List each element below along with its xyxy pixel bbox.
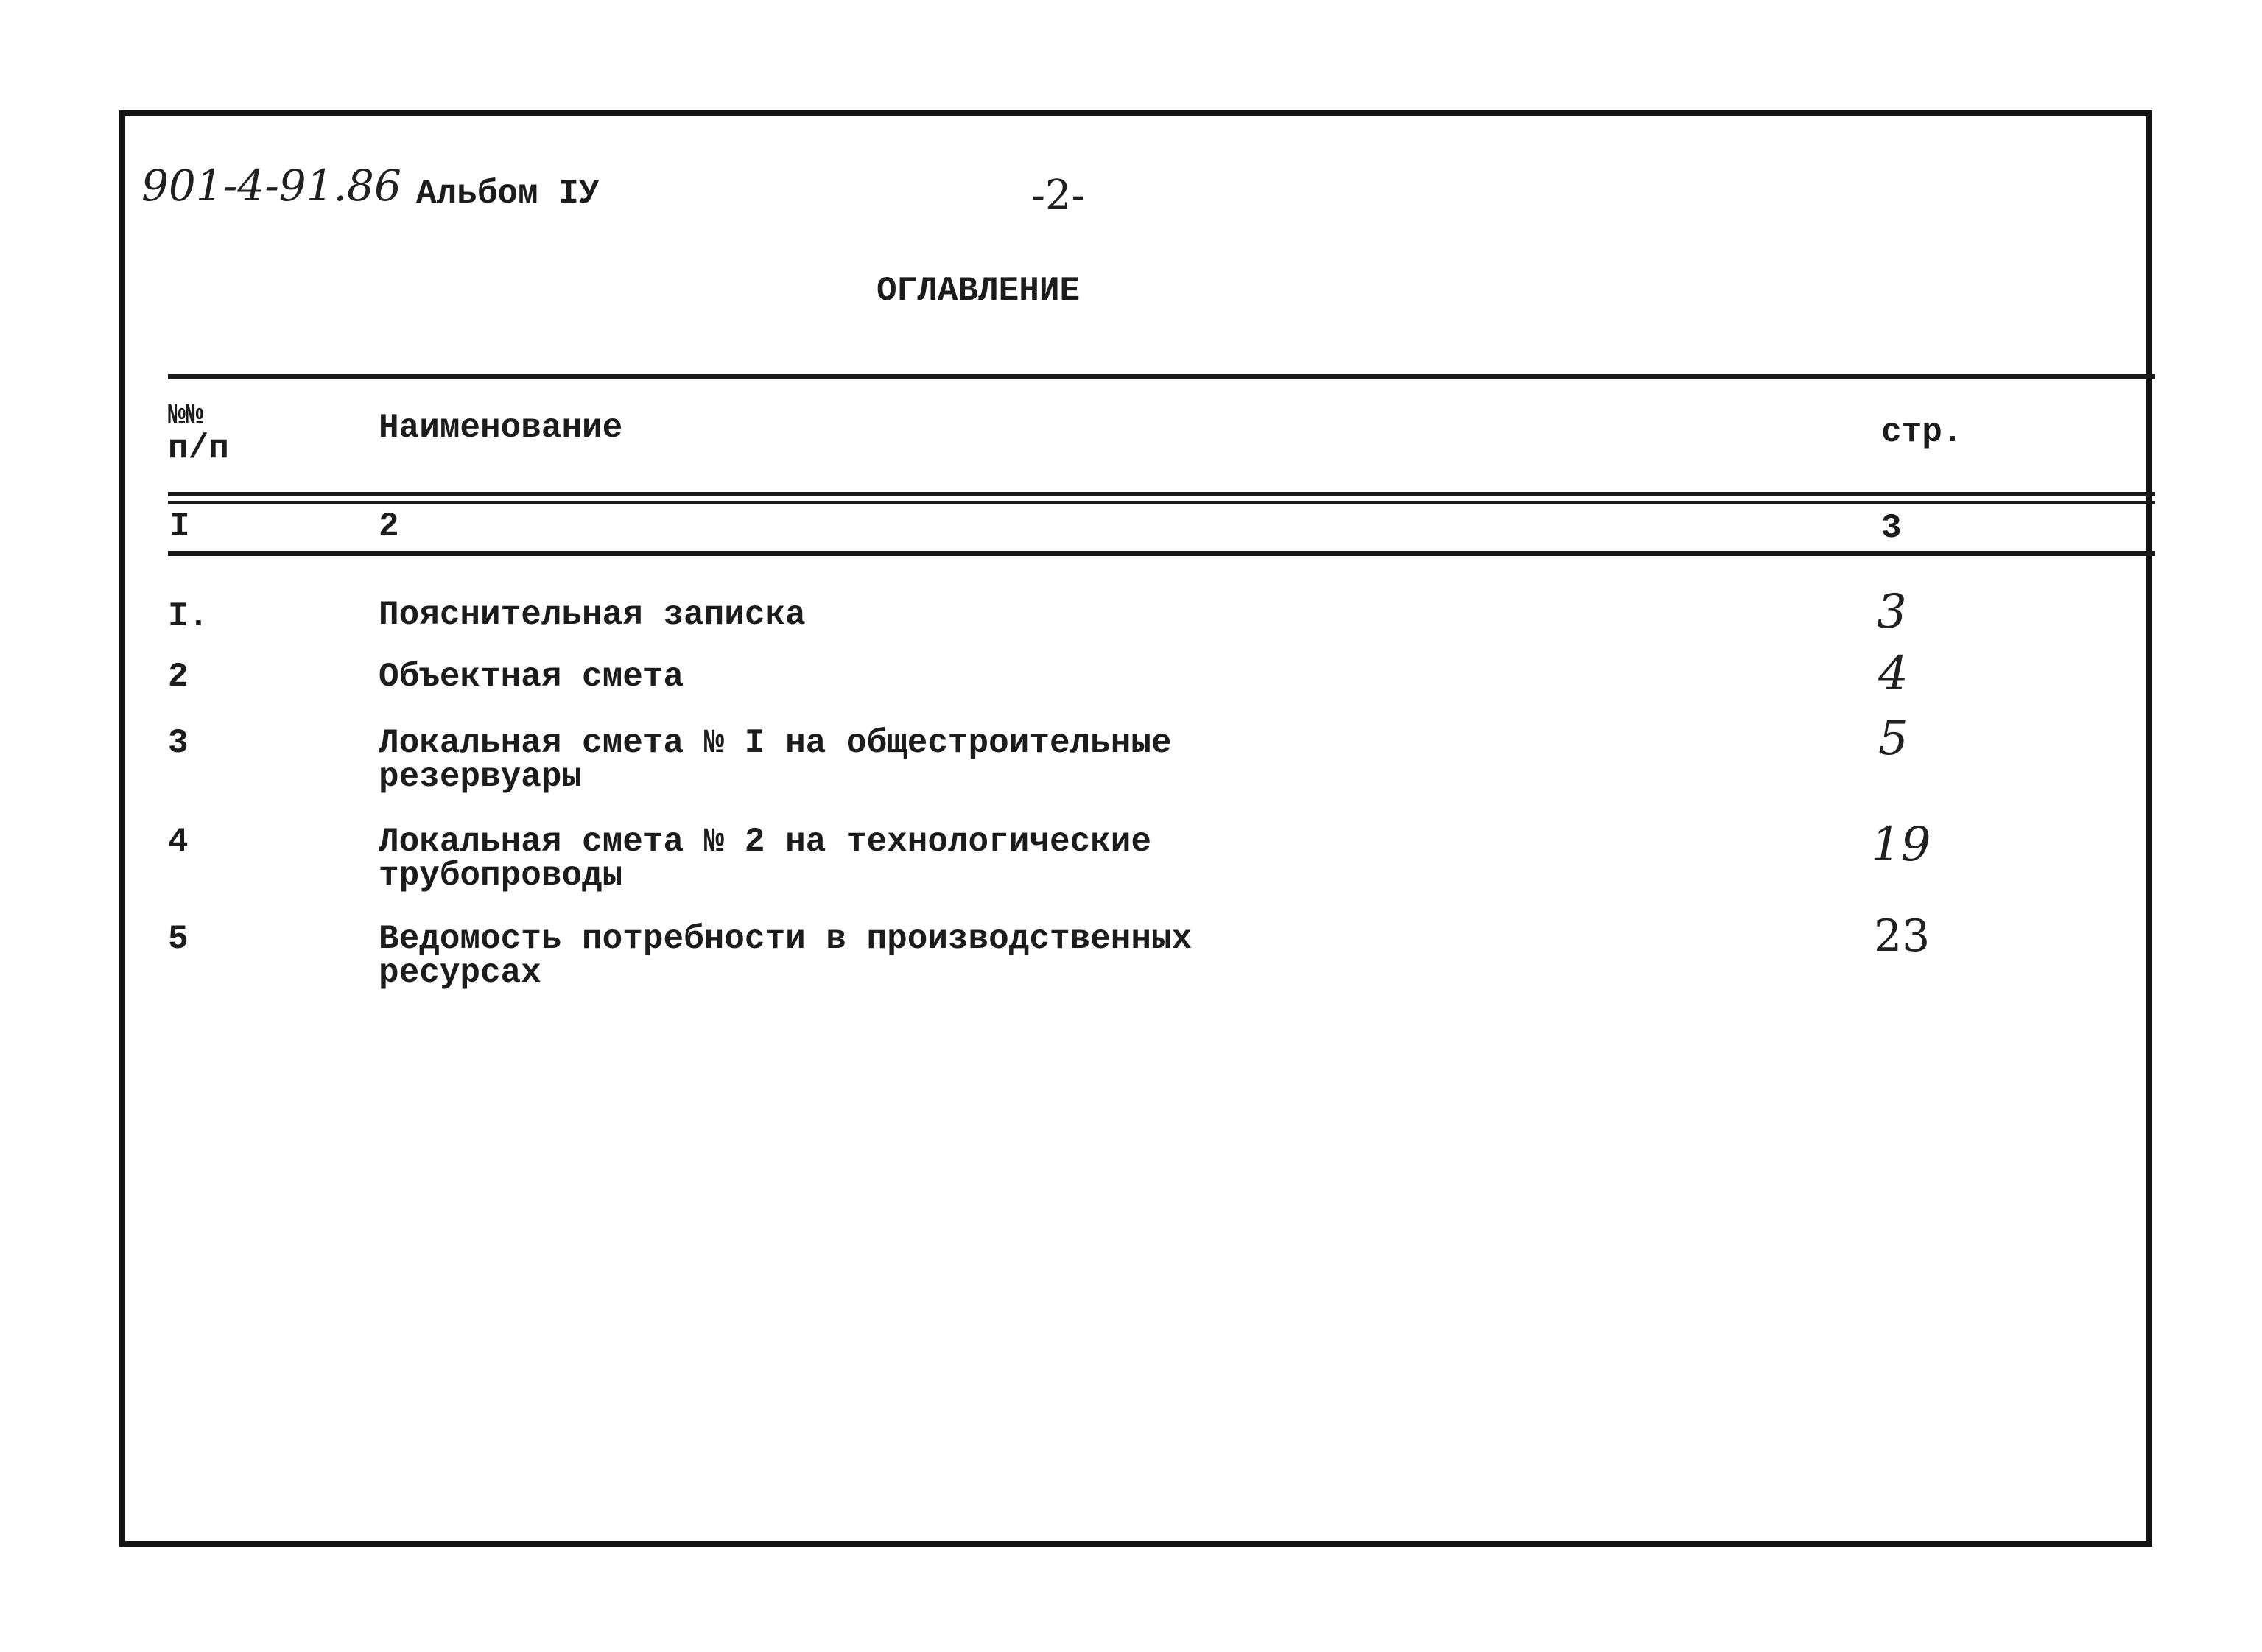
- row-4-name-line2: трубопроводы: [379, 857, 623, 895]
- row-3-page: 5: [1878, 711, 1908, 766]
- row-4-page: 19: [1871, 818, 1931, 872]
- col-header-page: стр.: [1881, 413, 1963, 451]
- row-5-page: 23: [1874, 910, 1931, 962]
- row-3-name-line1: Локальная смета № I на общестроительные: [379, 724, 1172, 762]
- row-5-name-line1: Ведомость потребности в производственных: [379, 920, 1193, 958]
- row-1-name: Пояснительная записка: [379, 596, 806, 634]
- row-3-name-line2: резервуары: [379, 758, 583, 796]
- row-5-name-line2: ресурсах: [379, 954, 541, 992]
- row-2-number: 2: [168, 658, 189, 696]
- row-1-page: 3: [1877, 585, 1907, 639]
- col-number-1: I: [169, 507, 190, 546]
- row-2-name: Объектная смета: [379, 658, 684, 696]
- document-code: 901-4-91.86: [141, 161, 401, 211]
- row-3-number: 3: [168, 724, 189, 762]
- col-number-3: 3: [1881, 509, 1902, 547]
- col-header-number-line2: п/п: [168, 429, 229, 468]
- page-title: ОГЛАВЛЕНИЕ: [877, 272, 1081, 310]
- table-top-rule: [168, 374, 2155, 379]
- header-bottom-rule-2: [168, 501, 2155, 504]
- col-header-name: Наименование: [379, 409, 623, 447]
- row-4-number: 4: [168, 823, 189, 861]
- row-5-number: 5: [168, 920, 189, 958]
- album-label: Альбом IУ: [416, 175, 600, 213]
- row-4-name-line1: Локальная смета № 2 на технологические: [379, 823, 1151, 861]
- col-number-2: 2: [379, 507, 399, 546]
- col-header-number-line1: №№: [168, 400, 204, 433]
- row-2-page: 4: [1878, 647, 1908, 701]
- row-1-number: I.: [168, 597, 209, 636]
- column-numbers-rule: [168, 551, 2155, 556]
- header-bottom-rule: [168, 492, 2155, 496]
- page-number: -2-: [1031, 172, 1086, 219]
